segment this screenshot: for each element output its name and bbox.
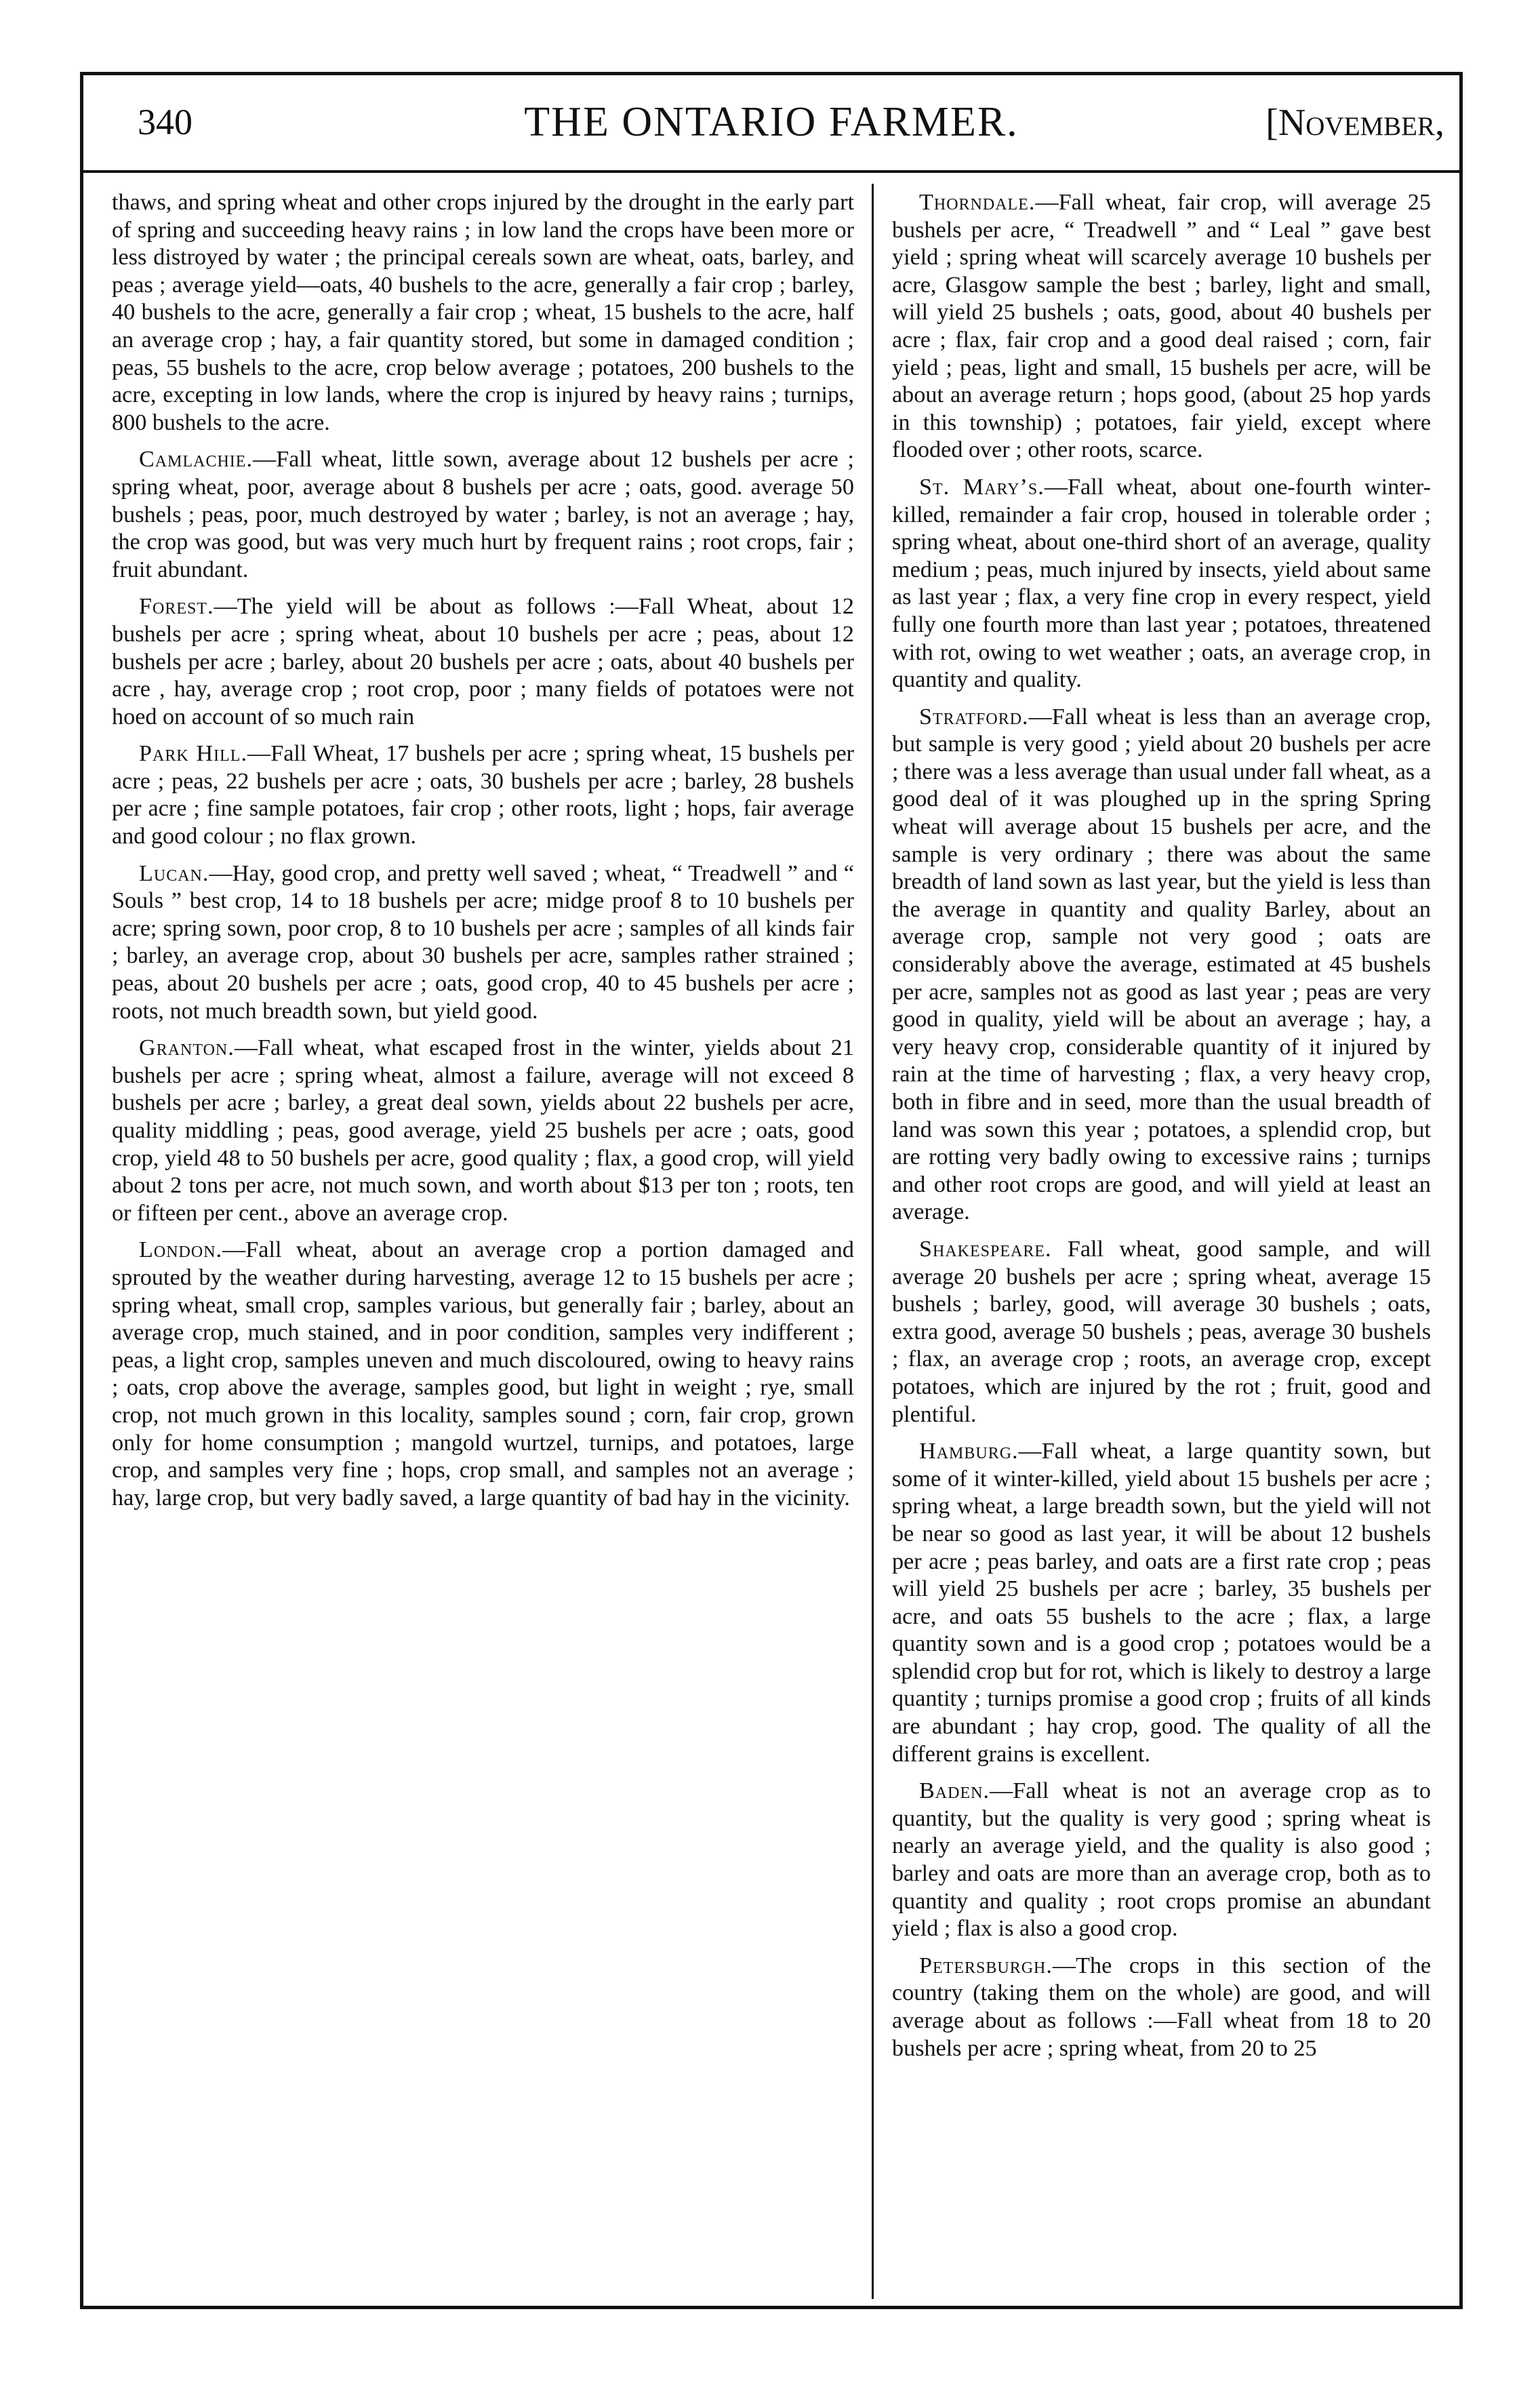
place-name: St. Mary’s. (919, 474, 1045, 500)
paragraph (112, 446, 854, 584)
issue-month: [November, (1265, 102, 1444, 144)
paragraph (892, 474, 1431, 694)
column-divider (872, 184, 874, 2299)
left-column (112, 189, 854, 2292)
paragraph-text: thaws, and spring wheat and other crops injured by the drought in the early part of spring and succeeding heavy rains ; in low land the crops have been more or less distroyed by water ; the principal cereals sown are wheat, oats, barley, and peas ; average yield—oats, 40 bushels to the acre, generally a fair crop ; barley, 40 bushels to the acre, generally a fair crop ; wheat, 15 bushels to the acre, half an average crop ; hay, a fair quantity stored, but some in damaged condition ; peas, 55 bushels to the acre, crop below average ; potatoes, 200 bushels to the acre, excepting in low lands, where the crop is injured by heavy rains ; turnips, 800 bushels to the acre. (112, 190, 854, 435)
place-name: Thorndale. (919, 190, 1036, 215)
paragraph-text: —Fall wheat, a large quantity sown, but some of it winter-killed, yield about 15 bushels per acre ; spring wheat, a large breadth sown, but the yield will not be near so good as last year, it will be about 12 bushels per acre ; peas barley, and oats are a first rate crop ; peas will yield 25 bushels per acre ; barley, 35 bushels per acre, and oats 55 bushels to the acre ; flax, a large quantity sown and is a good crop ; potatoes would be a splendid crop but for rot, which is likely to destroy a large quantity ; turnips promise a good crop ; fruits of all kinds are abundant ; hay crop, good. The quality of all the different grains is excellent. (892, 1439, 1431, 1767)
place-name: Forest. (139, 594, 214, 620)
paragraph (892, 1438, 1431, 1768)
paragraph-text: —Fall wheat, little sown, average about 12 bushels per acre ; spring wheat, poor, average about 8 bushels per acre ; oats, good. average 50 bushels ; peas, poor, much destroyed by water ; barley, is not an average ; hay, the crop was good, but was very much hurt by frequent rains ; root crops, fair ; fruit abundant. (112, 447, 854, 582)
paragraph (112, 860, 854, 1026)
paragraph-text: —Fall wheat, about one-fourth winter-killed, remainder a fair crop, housed in tolerable order ; spring wheat, about one-third short of an average, quality medium ; peas, much injured by insects, yield about same as last year ; flax, a very fine crop in every respect, yield fully one fourth more than last year ; potatoes, threatened with rot, owing to wet weather ; oats, an average crop, in quantity and quality. (892, 474, 1431, 693)
page-header (83, 75, 1459, 173)
paragraph (112, 1035, 854, 1227)
place-name: Petersburgh. (919, 1953, 1053, 1978)
paragraph-text: Fall wheat, good sample, and will average 20 bushels per acre ; spring wheat, average 15 bushels ; barley, good, will average 30 bushels ; oats, extra good, average 50 bushels ; peas, average 30 bushels ; flax, an average crop ; roots, an average crop, except potatoes, which are injured by the rot ; fruit, good and plentiful. (892, 1236, 1431, 1427)
paragraph (892, 1778, 1431, 1943)
page-number: 340 (138, 102, 192, 142)
place-name: Lucan. (139, 860, 209, 886)
paragraph-text: —Fall wheat is not an average crop as to quantity, but the quality is very good ; spring wheat is nearly an average yield, and the quality is also good ; barley and oats are more than an average crop, both as to quantity and quality ; root crops promise an abundant yield ; flax is also a good crop. (892, 1778, 1431, 1942)
paragraph-text: —Fall wheat, fair crop, will average 25 bushels per acre, “ Treadwell ” and “ Leal ” gave best yield ; spring wheat will scarcely average 10 bushels per acre, Glasgow sample the best ; barley, light and small, will yield 25 bushels ; oats, good, about 40 bushels per acre ; flax, fair crop and a good deal raised ; corn, fair yield ; peas, light and small, 15 bushels per acre, will be about an average return ; hops good, (about 25 hop yards in this township) ; potatoes, fair yield, except where flooded over ; other roots, scarce. (892, 190, 1431, 463)
place-name: Camlachie. (139, 447, 254, 473)
newspaper-page (80, 72, 1463, 2309)
place-name: Baden. (919, 1778, 990, 1804)
paragraph (112, 740, 854, 850)
place-name: Park Hill. (139, 741, 248, 767)
place-name: Granton. (139, 1035, 235, 1061)
paragraph (112, 1237, 854, 1512)
paragraph-text: —Fall Wheat, 17 bushels per acre ; spring wheat, 15 bushels per acre ; peas, 22 bushels per acre ; oats, 30 bushels per acre ; barley, 28 bushels per acre ; fine sample potatoes, fair crop ; other roots, light ; hops, fair average and good colour ; no flax grown. (112, 741, 854, 849)
place-name: Hamburg. (919, 1439, 1019, 1464)
paragraph-text: —The yield will be about as follows :—Fall Wheat, about 12 bushels per acre ; spring wheat, about 10 bushels per acre ; peas, about 12 bushels per acre ; barley, about 20 bushels per acre ; oats, about 40 bushels per acre , hay, average crop ; root crop, poor ; many fields of potatoes were not hoed on account of so much rain (112, 594, 854, 729)
paragraph (892, 189, 1431, 464)
place-name: Stratford. (919, 704, 1029, 729)
place-name: Shakespeare. (919, 1236, 1052, 1262)
paragraph (892, 704, 1431, 1226)
paragraph-text: —Fall wheat, what escaped frost in the winter, yields about 21 bushels per acre ; spring wheat, almost a failure, average will not exceed 8 bushels per acre ; barley, a great deal sown, yields about 22 bushels per acre, quality middling ; peas, good average, yield 25 bushels per acre ; oats, good crop, yield 48 to 50 bushels per acre, good quality ; flax, a good crop, will yield about 2 tons per acre, not much sown, and worth about $13 per ton ; roots, ten or fifteen per cent., above an average crop. (112, 1035, 854, 1226)
place-name: London. (139, 1237, 223, 1263)
paragraph-text: —The crops in this section of the country (taking them on the whole) are good, and will average about as follows :—Fall wheat from 18 to 20 bushels per acre ; spring wheat, from 20 to 25 (892, 1953, 1431, 2061)
paragraph (892, 1236, 1431, 1428)
paragraph (112, 189, 854, 437)
paragraph-text: —Fall wheat, about an average crop a portion damaged and sprouted by the weather during harvesting, average 12 to 15 bushels per acre ; spring wheat, small crop, samples various, but generally fair ; barley, about an average crop, much stained, and in poor condition, samples very indifferent ; peas, a light crop, samples uneven and much discoloured, owing to heavy rains ; oats, crop above the average, samples good, but light in weight ; rye, small crop, not much grown in this locality, samples sound ; corn, fair crop, grown only for home consumption ; mangold wurtzel, turnips, and potatoes, large crop, and samples very fine ; hops, crop small, and samples not an average ; hay, large crop, but very badly saved, a large quantity of bad hay in the vicinity. (112, 1237, 854, 1511)
paragraph (112, 593, 854, 731)
paragraph-text: —Fall wheat is less than an average crop, but sample is very good ; yield about 20 bushels per acre ; there was a less average than usual under fall wheat, as a good deal of it was ploughed up in the spring Spring wheat will average about 15 bushels per acre, and the sample is very ordinary ; there was about the same breadth of land sown as last year, but the yield is less than the average in quantity and quality Barley, about an average crop, sample not very good ; oats are considerably above the average, estimated at 45 bushels per acre, samples not as good as last year ; peas are very good in quality, yield will be about an average ; hay, a very heavy crop, considerable quantity of it injured by rain at the time of harvesting ; flax, a very heavy crop, both in fibre and in seed, more than the usual breadth of land was sown this year ; potatoes, a splendid crop, but are rotting very badly owing to excessive rains ; turnips and other root crops are good, and will yield at least an average. (892, 704, 1431, 1225)
paragraph-text: —Hay, good crop, and pretty well saved ; wheat, “ Treadwell ” and “ Souls ” best crop, 14 to 18 bushels per acre; midge proof 8 to 10 bushels per acre; spring sown, poor crop, 8 to 10 bushels per acre ; samples of all kinds fair ; barley, an average crop, about 30 bushels per acre, samples rather strained ; peas, about 20 bushels per acre ; oats, good crop, 40 to 45 bushels per acre ; roots, not much breadth sown, but yield good. (112, 860, 854, 1024)
paragraph (892, 1953, 1431, 2062)
right-column (892, 189, 1431, 2292)
journal-title: THE ONTARIO FARMER. (524, 99, 1019, 145)
